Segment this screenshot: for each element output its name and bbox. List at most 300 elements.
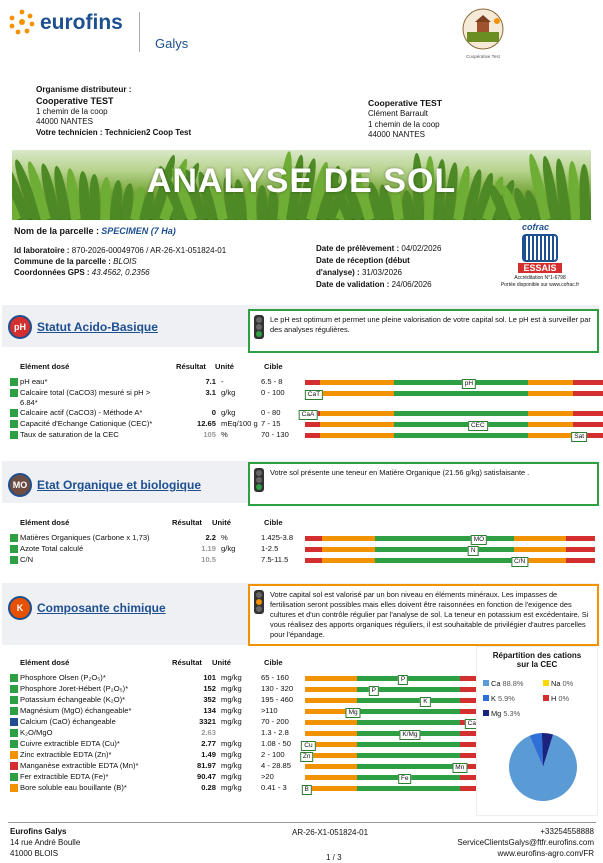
range-segment bbox=[305, 687, 357, 692]
value-marker: Sat bbox=[571, 432, 587, 442]
range-segment bbox=[514, 547, 566, 552]
col-header-element: Elément dosé bbox=[20, 362, 70, 371]
element-value: 7.1 bbox=[205, 377, 216, 386]
value-marker: Cu bbox=[301, 741, 315, 751]
status-square-icon bbox=[10, 389, 18, 397]
range-segment bbox=[375, 536, 514, 541]
col-header-element: Elément dosé bbox=[20, 518, 70, 527]
cations-pie-chart bbox=[503, 727, 583, 807]
value-marker: N bbox=[468, 546, 479, 556]
range-bar bbox=[305, 742, 477, 747]
range-segment bbox=[566, 547, 595, 552]
cation-label: H bbox=[551, 694, 557, 703]
range-bar bbox=[305, 676, 477, 681]
range-segment bbox=[305, 558, 322, 563]
col-header-target: Cible bbox=[264, 362, 283, 371]
range-segment bbox=[305, 731, 357, 736]
value-marker: Mg bbox=[346, 708, 361, 718]
brand-sub: Galys bbox=[155, 36, 189, 51]
element-value: 1.49 bbox=[201, 750, 216, 759]
element-value: 2.77 bbox=[201, 739, 216, 748]
element-name: K₂O/MgO bbox=[20, 728, 53, 737]
technician-label: Votre technicien : Technicien2 Coop Test bbox=[36, 128, 192, 138]
range-segment bbox=[460, 687, 477, 692]
range-segment bbox=[394, 433, 528, 438]
status-square-icon bbox=[10, 740, 18, 748]
range-bar bbox=[305, 687, 477, 692]
element-target: 1.3 - 2.8 bbox=[261, 728, 289, 737]
element-target: 70 - 130 bbox=[261, 430, 289, 439]
range-bar bbox=[305, 558, 595, 563]
status-square-icon bbox=[10, 685, 18, 693]
element-unit: mg/kg bbox=[221, 761, 242, 770]
footer-company: Eurofins Galys bbox=[10, 827, 67, 836]
sampling-date-value: 04/02/2026 bbox=[401, 244, 442, 253]
range-bar bbox=[305, 720, 477, 725]
cofrac-block bbox=[492, 222, 588, 292]
status-square-icon bbox=[10, 696, 18, 704]
element-name: C/N bbox=[20, 555, 34, 564]
range-segment bbox=[320, 391, 395, 396]
result-row bbox=[10, 544, 595, 555]
farm-logo-icon bbox=[457, 8, 509, 54]
element-name: Calcium (CaO) échangeable bbox=[20, 717, 116, 726]
element-target: 1.425-3.8 bbox=[261, 533, 294, 542]
col-header-unit: Unité bbox=[215, 362, 234, 371]
traffic-light-icon bbox=[254, 315, 264, 339]
cation-swatch bbox=[543, 695, 549, 701]
footer-phone: +33254558888 bbox=[540, 827, 594, 836]
distributor-label: Organisme distributeur : bbox=[36, 85, 132, 94]
col-header-target: Cible bbox=[264, 658, 283, 667]
range-bar bbox=[305, 764, 477, 769]
section-title-1: Etat Organique et biologique bbox=[37, 478, 202, 492]
col-header-result: Résultat bbox=[176, 362, 206, 371]
element-name: Calcaire total (CaCO3) mesuré si pH > bbox=[20, 388, 151, 397]
parcel-info bbox=[14, 226, 314, 278]
footer-email: ServiceClientsGalys@ftfr.eurofins.com bbox=[457, 838, 594, 847]
range-segment bbox=[528, 391, 573, 396]
footer-right bbox=[400, 826, 594, 859]
recipient-contact: Clément Barrault bbox=[368, 108, 429, 118]
element-value: 10.5 bbox=[201, 555, 216, 564]
cation-label: Ca bbox=[491, 679, 501, 688]
status-square-icon bbox=[10, 420, 18, 428]
element-value: 101 bbox=[203, 673, 216, 682]
element-unit: mg/kg bbox=[221, 673, 242, 682]
element-unit: mEq/100 g bbox=[221, 419, 258, 428]
cation-swatch bbox=[483, 710, 489, 716]
range-segment bbox=[375, 547, 514, 552]
range-segment bbox=[305, 676, 357, 681]
element-name: pH eau* bbox=[20, 377, 48, 386]
range-segment bbox=[375, 558, 514, 563]
element-target: 1.08 - 50 bbox=[261, 739, 291, 748]
element-unit: mg/kg bbox=[221, 772, 242, 781]
element-name: Potassium échangeable (K₂O)* bbox=[20, 695, 126, 704]
value-marker: CaT bbox=[305, 390, 323, 400]
range-bar bbox=[305, 775, 477, 780]
range-segment bbox=[357, 720, 460, 725]
range-bar bbox=[305, 731, 477, 736]
range-segment bbox=[528, 422, 573, 427]
recipient-address1: 1 chemin de la coop bbox=[368, 119, 440, 129]
recipient-block bbox=[368, 98, 588, 141]
element-target: 0 - 80 bbox=[261, 408, 281, 417]
section-message-2 bbox=[248, 584, 599, 646]
gps-label: Coordonnées GPS : bbox=[14, 268, 90, 277]
range-segment bbox=[357, 786, 460, 791]
range-segment bbox=[357, 764, 460, 769]
element-name: Cuivre extractible EDTA (Cu)* bbox=[20, 739, 120, 748]
range-bar bbox=[305, 709, 477, 714]
range-segment bbox=[357, 698, 460, 703]
value-marker: pH bbox=[462, 379, 476, 389]
status-square-icon bbox=[10, 762, 18, 770]
element-name: Phosphore Olsen (P₂O₅)* bbox=[20, 673, 106, 682]
parcel-name-value: SPECIMEN (7 Ha) bbox=[101, 226, 176, 236]
cation-legend-item bbox=[483, 679, 523, 688]
eurofins-dots-icon bbox=[8, 8, 36, 36]
range-segment bbox=[305, 698, 357, 703]
element-value: 152 bbox=[203, 684, 216, 693]
range-segment bbox=[460, 775, 477, 780]
col-header-result: Résultat bbox=[172, 518, 202, 527]
range-segment bbox=[320, 411, 395, 416]
section-title-0: Statut Acido-Basique bbox=[37, 320, 158, 334]
range-bar bbox=[305, 536, 595, 541]
element-unit: mg/kg bbox=[221, 739, 242, 748]
element-value: 3.1 bbox=[205, 388, 216, 397]
range-segment bbox=[573, 422, 603, 427]
col-header-element: Elément dosé bbox=[20, 658, 70, 667]
lab-id-value: 870-2026-00049706 / AR-26-X1-051824-01 bbox=[71, 246, 227, 255]
range-segment bbox=[460, 709, 477, 714]
element-target: >110 bbox=[261, 706, 278, 715]
value-marker: K/Mg bbox=[399, 730, 420, 740]
element-target: 130 - 320 bbox=[261, 684, 294, 693]
range-segment bbox=[514, 536, 566, 541]
commune-label: Commune de la parcelle : bbox=[14, 257, 111, 266]
range-segment bbox=[460, 753, 477, 758]
footer-divider bbox=[8, 822, 596, 823]
result-row bbox=[10, 419, 595, 430]
eurofins-logo bbox=[8, 8, 138, 36]
range-segment bbox=[460, 731, 477, 736]
element-name: Matières Organiques (Carbone x 1,73) bbox=[20, 533, 150, 542]
cation-value: 5.9% bbox=[498, 694, 515, 703]
parcel-name-label: Nom de la parcelle : bbox=[14, 226, 100, 236]
element-name: Calcaire actif (CaCO3) - Méthode A* bbox=[20, 408, 143, 417]
element-value: 0.28 bbox=[201, 783, 216, 792]
element-target: 195 - 460 bbox=[261, 695, 294, 704]
element-target: 4 - 28.85 bbox=[261, 761, 291, 770]
footer-page: 1 / 3 bbox=[326, 853, 342, 862]
element-value: 352 bbox=[203, 695, 216, 704]
range-segment bbox=[566, 536, 595, 541]
footer-ref: AR-26-X1-051824-01 bbox=[292, 828, 369, 837]
status-square-icon bbox=[10, 784, 18, 792]
range-segment bbox=[305, 547, 322, 552]
range-segment bbox=[394, 411, 528, 416]
value-marker: K bbox=[420, 697, 430, 707]
element-name: Bore soluble eau bouillante (B)* bbox=[20, 783, 127, 792]
element-value: 134 bbox=[203, 706, 216, 715]
cofrac-essais: ESSAIS bbox=[518, 263, 562, 273]
cation-legend-item bbox=[483, 709, 520, 718]
element-value: 81.97 bbox=[196, 761, 216, 770]
element-value: 2.2 bbox=[205, 533, 216, 542]
element-unit: mg/kg bbox=[221, 783, 242, 792]
banner-title: ANALYSE DE SOL bbox=[146, 162, 457, 200]
validation-date-value: 24/06/2026 bbox=[391, 280, 432, 289]
range-segment bbox=[305, 422, 320, 427]
result-row bbox=[10, 555, 595, 566]
range-segment bbox=[460, 742, 477, 747]
range-segment bbox=[305, 775, 357, 780]
section-icon-1: MO bbox=[8, 473, 32, 497]
range-segment bbox=[305, 536, 322, 541]
cations-title: Répartition des cations bbox=[492, 651, 582, 660]
element-unit: g/kg bbox=[221, 388, 236, 397]
commune-value: BLOIS bbox=[113, 257, 137, 266]
section-icon-0: pH bbox=[8, 315, 32, 339]
status-square-icon bbox=[10, 534, 18, 542]
value-marker: CEC bbox=[468, 421, 488, 431]
recipient-name: Cooperative TEST bbox=[368, 98, 443, 108]
section-message-text: Votre capital sol est valorisé par un bon niveau en éléments minéraux. Les impasses de fertilisation seront possibles mais elles doivent être raisonnées en fonction de l'exigence des cultures et d'un contrôle régulier par l'analyse de sol. La teneur en potassium est excédentaire. Si vous réalisez des apports organiques réguliers, il est souhaitable de privilégier d'autres parcelles pour l'épandage. bbox=[270, 590, 589, 639]
cation-value: 5.3% bbox=[503, 709, 521, 718]
element-name: Magnésium (MgO) échangeable* bbox=[20, 706, 132, 715]
element-target: 1-2.5 bbox=[261, 544, 279, 553]
status-square-icon bbox=[10, 674, 18, 682]
element-name: Taux de saturation de la CEC bbox=[20, 430, 119, 439]
range-segment bbox=[528, 433, 573, 438]
value-marker: C/N bbox=[511, 557, 528, 567]
range-segment bbox=[528, 380, 573, 385]
range-segment bbox=[322, 547, 374, 552]
result-row bbox=[10, 408, 595, 419]
element-name: Azote Total calculé bbox=[20, 544, 84, 553]
element-unit: mg/kg bbox=[221, 684, 242, 693]
cations-panel bbox=[476, 646, 598, 816]
range-segment bbox=[322, 558, 374, 563]
section-message-text: Le pH est optimum et permet une pleine valorisation de votre capital sol. Le pH est à surveiller par des analyses régulières. bbox=[270, 315, 591, 334]
status-square-icon bbox=[10, 707, 18, 715]
cation-label: Mg bbox=[491, 709, 502, 718]
value-marker: P bbox=[398, 675, 408, 685]
section-icon-2: K bbox=[8, 596, 32, 620]
element-target: >20 bbox=[261, 772, 274, 781]
value-marker: B bbox=[302, 785, 312, 795]
cofrac-logo: cofrac bbox=[522, 222, 550, 232]
gps-value: 43.4562, 0.2356 bbox=[91, 268, 150, 277]
distributor-address1: 1 chemin de la coop bbox=[36, 106, 108, 116]
traffic-light-icon bbox=[254, 590, 264, 614]
cation-swatch bbox=[483, 695, 489, 701]
range-segment bbox=[320, 380, 395, 385]
lab-id-label: Id laboratoire : bbox=[14, 246, 70, 255]
footer-address1: 14 rue André Boulle bbox=[10, 838, 81, 847]
range-segment bbox=[573, 391, 603, 396]
reception-date-label: Date de réception (début bbox=[316, 256, 410, 265]
status-square-icon bbox=[10, 718, 18, 726]
range-bar bbox=[305, 422, 603, 427]
result-row bbox=[10, 533, 595, 544]
range-segment bbox=[566, 558, 595, 563]
element-value: 0 bbox=[211, 408, 216, 417]
dates-block bbox=[316, 243, 506, 291]
range-bar bbox=[305, 698, 477, 703]
range-bar bbox=[305, 391, 603, 396]
range-bar bbox=[305, 380, 603, 385]
reception-date-label2: d'analyse) : bbox=[316, 268, 360, 277]
section-message-0 bbox=[248, 309, 599, 353]
element-unit: mg/kg bbox=[221, 750, 242, 759]
reception-date-value: 31/03/2026 bbox=[361, 268, 402, 277]
cofrac-seal-icon bbox=[522, 234, 558, 262]
status-square-icon bbox=[10, 545, 18, 553]
status-square-icon bbox=[10, 409, 18, 417]
element-name: Capacité d'Echange Cationique (CEC)* bbox=[20, 419, 153, 428]
range-segment bbox=[305, 764, 357, 769]
range-segment bbox=[573, 411, 603, 416]
element-target: 65 - 160 bbox=[261, 673, 289, 682]
range-segment bbox=[394, 422, 528, 427]
range-segment bbox=[320, 433, 395, 438]
element-unit: mg/kg bbox=[221, 717, 242, 726]
footer-left bbox=[10, 826, 80, 859]
cation-swatch bbox=[543, 680, 549, 686]
element-name: Phosphore Joret-Hébert (P₂O₅)* bbox=[20, 684, 129, 693]
element-value: 1.19 bbox=[201, 544, 216, 553]
cation-value: 88.8% bbox=[502, 679, 524, 688]
element-unit: mg/kg bbox=[221, 706, 242, 715]
section-title-2: Composante chimique bbox=[37, 601, 166, 615]
value-marker: Zn bbox=[300, 752, 314, 762]
cation-label: Na bbox=[551, 679, 561, 688]
status-square-icon bbox=[10, 378, 18, 386]
element-target: 0.41 - 3 bbox=[261, 783, 287, 792]
element-name: Manganèse extractible EDTA (Mn)* bbox=[20, 761, 139, 770]
range-segment bbox=[305, 786, 357, 791]
coop-logo bbox=[457, 8, 509, 60]
range-segment bbox=[322, 536, 374, 541]
banner bbox=[12, 150, 591, 220]
footer-address2: 41000 BLOIS bbox=[10, 849, 59, 858]
section-message-1 bbox=[248, 462, 599, 506]
element-target: 7.5-11.5 bbox=[261, 555, 289, 564]
range-segment bbox=[357, 709, 460, 714]
col-header-unit: Unité bbox=[212, 518, 231, 527]
range-segment bbox=[357, 753, 460, 758]
cation-legend-item bbox=[543, 679, 573, 688]
element-name: Fer extractible EDTA (Fe)* bbox=[20, 772, 109, 781]
value-marker: P bbox=[369, 686, 379, 696]
cation-legend-item bbox=[543, 694, 569, 703]
value-marker: MO bbox=[471, 535, 487, 545]
range-bar bbox=[301, 411, 603, 418]
result-row bbox=[10, 377, 595, 388]
recipient-address2: 44000 NANTES bbox=[368, 130, 425, 140]
eurofins-logo-text: eurofins bbox=[40, 11, 123, 34]
range-segment bbox=[528, 411, 573, 416]
status-square-icon bbox=[10, 773, 18, 781]
range-segment bbox=[460, 698, 477, 703]
status-square-icon bbox=[10, 431, 18, 439]
status-square-icon bbox=[10, 556, 18, 564]
range-segment bbox=[394, 391, 528, 396]
col-header-result: Résultat bbox=[172, 658, 202, 667]
element-unit: - bbox=[221, 377, 224, 386]
cofrac-scope: Portée disponible sur www.cofrac.fr bbox=[500, 282, 580, 288]
brand-divider bbox=[139, 12, 140, 52]
element-target: 6.5 - 8 bbox=[261, 377, 283, 386]
range-segment bbox=[305, 433, 320, 438]
element-name: Zinc extractible EDTA (Zn)* bbox=[20, 750, 112, 759]
cations-title2: sur la CEC bbox=[516, 660, 558, 669]
distributor-block bbox=[36, 85, 296, 139]
range-bar bbox=[305, 786, 477, 791]
status-square-icon bbox=[10, 751, 18, 759]
footer-web: www.eurofins-agro.com/FR bbox=[497, 849, 594, 858]
element-unit: g/kg bbox=[221, 408, 236, 417]
distributor-address2: 44000 NANTES bbox=[36, 117, 93, 127]
col-header-unit: Unité bbox=[212, 658, 231, 667]
element-target: 70 - 200 bbox=[261, 717, 289, 726]
value-marker: Ca bbox=[465, 719, 479, 729]
element-value: 105 bbox=[203, 430, 216, 439]
range-bar bbox=[302, 753, 477, 760]
element-value: 3321 bbox=[199, 717, 216, 726]
element-unit: mg/kg bbox=[221, 695, 242, 704]
cofrac-accreditation: Accréditation N°1-6798 bbox=[514, 275, 566, 281]
range-segment bbox=[357, 742, 460, 747]
range-segment bbox=[320, 422, 395, 427]
cation-swatch bbox=[483, 680, 489, 686]
section-message-text: Votre sol présente une teneur en Matière Organique (21.56 g/kg) satisfaisante . bbox=[270, 468, 530, 477]
sampling-date-label: Date de prélèvement : bbox=[316, 244, 400, 253]
element-target: 0 - 100 bbox=[261, 388, 285, 397]
element-value: 90.47 bbox=[196, 772, 216, 781]
element-unit: % bbox=[221, 533, 228, 542]
result-row bbox=[10, 388, 595, 408]
range-segment bbox=[305, 720, 357, 725]
value-marker: CaA bbox=[299, 410, 318, 420]
cation-label: K bbox=[491, 694, 496, 703]
traffic-light-icon bbox=[254, 468, 264, 492]
element-value: 2.63 bbox=[201, 728, 216, 737]
element-target: 2 - 100 bbox=[261, 750, 285, 759]
col-header-target: Cible bbox=[264, 518, 283, 527]
cation-legend-item bbox=[483, 694, 515, 703]
range-segment bbox=[460, 786, 477, 791]
distributor-name: Cooperative TEST bbox=[36, 95, 114, 106]
element-unit: g/kg bbox=[221, 544, 236, 553]
status-square-icon bbox=[10, 729, 18, 737]
element-name-cont: 6.84* bbox=[20, 398, 38, 407]
range-segment bbox=[460, 676, 477, 681]
cation-value: 0% bbox=[558, 694, 570, 703]
cation-value: 0% bbox=[562, 679, 574, 688]
range-bar bbox=[305, 547, 595, 552]
value-marker: Fe bbox=[398, 774, 412, 784]
validation-date-label: Date de validation : bbox=[316, 280, 390, 289]
range-segment bbox=[573, 380, 603, 385]
range-bar bbox=[305, 433, 603, 438]
value-marker: Mn bbox=[452, 763, 467, 773]
range-segment bbox=[305, 380, 320, 385]
